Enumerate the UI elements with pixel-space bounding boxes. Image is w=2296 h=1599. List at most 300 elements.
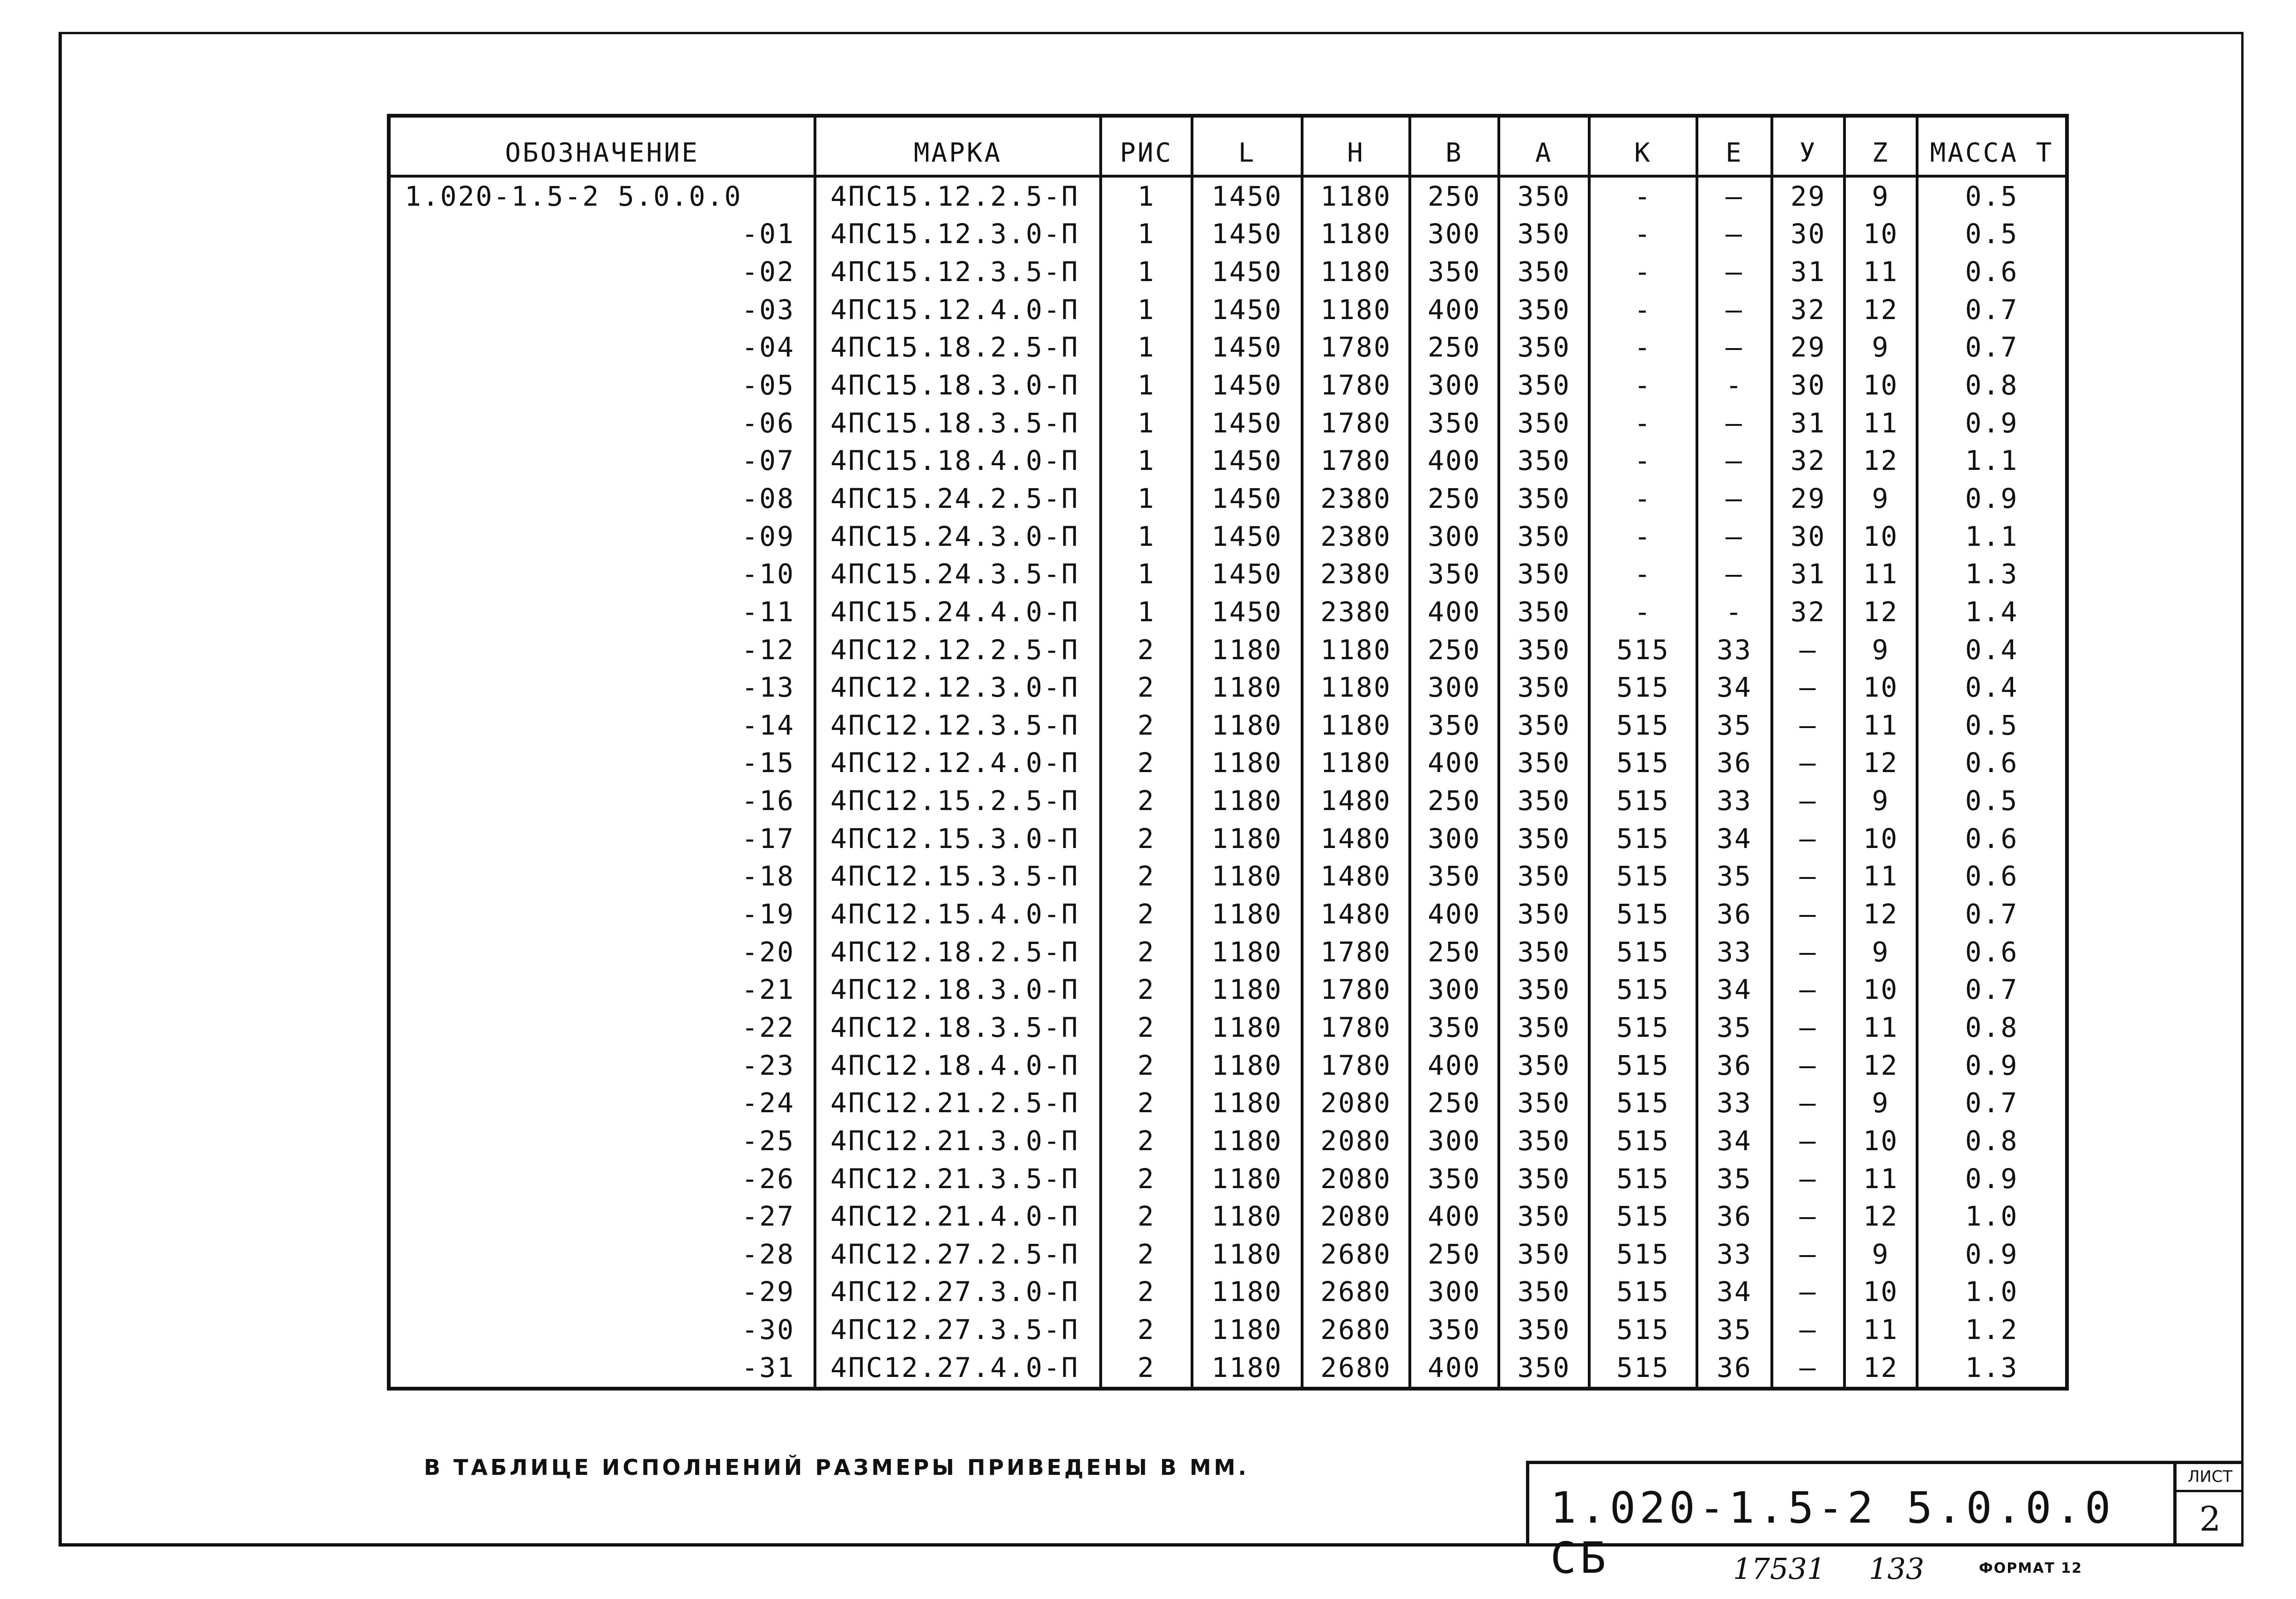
table-cell: 2 <box>1101 933 1192 971</box>
table-cell: 33 <box>1697 1235 1772 1273</box>
table-cell: 350 <box>1499 895 1589 933</box>
table-cell: 4ПС15.12.4.0-П <box>815 291 1101 329</box>
table-cell: 2 <box>1101 1122 1192 1160</box>
table-cell: 4ПС15.12.3.0-П <box>815 216 1101 253</box>
table-cell: -20 <box>741 936 795 968</box>
table-row <box>389 1235 2067 1273</box>
table-row <box>389 744 2067 782</box>
table-cell: 11 <box>1844 404 1917 442</box>
table-cell: 0.6 <box>1917 744 2067 782</box>
table-cell: 31 <box>1772 555 1844 593</box>
table-cell: 515 <box>1589 1235 1697 1273</box>
table-cell: 350 <box>1499 1311 1589 1349</box>
table-cell: 0.7 <box>1917 291 2067 329</box>
table-cell: 1 <box>1101 329 1192 367</box>
table-cell: 0.9 <box>1917 1160 2067 1198</box>
table-cell: 0.6 <box>1917 253 2067 291</box>
table-cell: -31 <box>741 1351 795 1383</box>
table-cell: 32 <box>1772 442 1844 480</box>
table-cell: 1180 <box>1192 1349 1302 1389</box>
table-cell: 12 <box>1844 1349 1917 1389</box>
table-cell: – <box>1772 744 1844 782</box>
column-header: L <box>1192 116 1302 176</box>
table-cell: 4ПС15.24.2.5-П <box>815 480 1101 518</box>
table-cell: 29 <box>1772 480 1844 518</box>
table-cell: 1180 <box>1192 971 1302 1009</box>
table-cell: -10 <box>741 558 795 590</box>
table-row <box>389 253 2067 291</box>
table-cell: 0.5 <box>1917 176 2067 216</box>
table-cell: 1 <box>1101 253 1192 291</box>
table-cell: 36 <box>1697 744 1772 782</box>
table-cell: 34 <box>1697 669 1772 707</box>
table-cell: 34 <box>1697 1122 1772 1160</box>
table-cell: 4ПС15.18.2.5-П <box>815 329 1101 367</box>
table-cell: – <box>1697 480 1772 518</box>
table-cell: - <box>1589 216 1697 253</box>
table-cell: – <box>1697 329 1772 367</box>
table-cell: – <box>1697 176 1772 216</box>
table-cell: 31 <box>1772 253 1844 291</box>
table-cell: 10 <box>1844 518 1917 556</box>
table-cell: -29 <box>741 1276 795 1308</box>
table-cell: 1180 <box>1302 631 1410 669</box>
table-cell: 350 <box>1499 858 1589 896</box>
table-cell: 515 <box>1589 744 1697 782</box>
table-cell: 400 <box>1410 442 1499 480</box>
table-cell: 4ПС12.15.3.0-П <box>815 820 1101 858</box>
column-header: МАРКА <box>815 116 1101 176</box>
table-cell: - <box>1589 253 1697 291</box>
table-cell: 33 <box>1697 933 1772 971</box>
table-cell: 0.9 <box>1917 480 2067 518</box>
table-cell: 1780 <box>1302 933 1410 971</box>
table-cell: – <box>1772 631 1844 669</box>
table-cell: 4ПС12.27.4.0-П <box>815 1349 1101 1389</box>
table-cell: 31 <box>1772 404 1844 442</box>
table-cell: 350 <box>1499 518 1589 556</box>
table-cell: 250 <box>1410 933 1499 971</box>
format-label: ФОРМАТ 12 <box>1979 1560 2082 1577</box>
table-cell: -30 <box>741 1314 795 1346</box>
table-cell: 10 <box>1844 669 1917 707</box>
table-row <box>389 329 2067 367</box>
table-cell: 1180 <box>1192 1235 1302 1273</box>
column-header: A <box>1499 116 1589 176</box>
table-cell: 4ПС12.21.3.5-П <box>815 1160 1101 1198</box>
table-cell: – <box>1772 820 1844 858</box>
table-cell: 1 <box>1101 555 1192 593</box>
table-cell: 10 <box>1844 216 1917 253</box>
table-row <box>389 1047 2067 1085</box>
table-cell: 1 <box>1101 480 1192 518</box>
table-cell: 2380 <box>1302 555 1410 593</box>
table-cell: 0.9 <box>1917 1047 2067 1085</box>
table-row <box>389 858 2067 896</box>
table-cell: 515 <box>1589 707 1697 744</box>
table-cell: – <box>1772 782 1844 820</box>
table-cell: 1180 <box>1192 1084 1302 1122</box>
table-cell: 1450 <box>1192 176 1302 216</box>
table-cell: 34 <box>1697 1273 1772 1311</box>
table-cell: 36 <box>1697 895 1772 933</box>
table-cell: 1780 <box>1302 971 1410 1009</box>
table-row <box>389 669 2067 707</box>
table-cell: 1.1 <box>1917 442 2067 480</box>
table-cell: -23 <box>741 1049 795 1081</box>
table-cell: 4ПС15.12.2.5-П <box>815 176 1101 216</box>
table-cell: 1180 <box>1192 707 1302 744</box>
table-header-row <box>389 116 2067 176</box>
table-cell: 4ПС12.18.3.5-П <box>815 1009 1101 1047</box>
table-cell: 33 <box>1697 1084 1772 1122</box>
table-cell: 1 <box>1101 593 1192 631</box>
table-cell: 400 <box>1410 291 1499 329</box>
table-cell: 10 <box>1844 1122 1917 1160</box>
table-cell: 0.7 <box>1917 1084 2067 1122</box>
table-cell: 1450 <box>1192 216 1302 253</box>
table-cell: 400 <box>1410 744 1499 782</box>
table-cell: 0.8 <box>1917 1122 2067 1160</box>
table-cell: 30 <box>1772 518 1844 556</box>
table-cell: 1.3 <box>1917 1349 2067 1389</box>
table-cell: -24 <box>741 1087 795 1119</box>
table-cell: 4ПС12.12.3.0-П <box>815 669 1101 707</box>
table-cell: 250 <box>1410 1235 1499 1273</box>
table-cell: 2680 <box>1302 1311 1410 1349</box>
table-cell: - <box>1589 593 1697 631</box>
table-cell: 1180 <box>1192 631 1302 669</box>
table-cell: 36 <box>1697 1197 1772 1235</box>
table-cell: -03 <box>741 293 795 326</box>
table-cell: 515 <box>1589 1311 1697 1349</box>
table-cell: 1.0 <box>1917 1197 2067 1235</box>
table-cell: 1.020-1.5-2 5.0.0.0 <box>405 180 742 212</box>
table-row <box>389 933 2067 971</box>
table-row <box>389 1122 2067 1160</box>
table-cell: 1 <box>1101 518 1192 556</box>
table-cell: 0.6 <box>1917 858 2067 896</box>
table-cell: 300 <box>1410 669 1499 707</box>
table-cell: 0.6 <box>1917 820 2067 858</box>
table-cell: -26 <box>741 1162 795 1195</box>
table-cell: - <box>1589 291 1697 329</box>
table-cell: 1180 <box>1192 1311 1302 1349</box>
table-cell: 1780 <box>1302 329 1410 367</box>
table-cell: 515 <box>1589 1197 1697 1235</box>
table-cell: 0.7 <box>1917 971 2067 1009</box>
table-cell: 0.6 <box>1917 933 2067 971</box>
table-cell: 11 <box>1844 555 1917 593</box>
table-cell: – <box>1772 895 1844 933</box>
table-cell: 4ПС12.12.2.5-П <box>815 631 1101 669</box>
table-row <box>389 291 2067 329</box>
table-cell: 1450 <box>1192 404 1302 442</box>
table-cell: 1180 <box>1192 1122 1302 1160</box>
table-cell: 4ПС15.18.3.0-П <box>815 366 1101 404</box>
table-cell: 515 <box>1589 933 1697 971</box>
table-cell: 1180 <box>1192 895 1302 933</box>
table-cell: 4ПС15.18.3.5-П <box>815 404 1101 442</box>
table-cell: 1780 <box>1302 442 1410 480</box>
table-cell: – <box>1697 555 1772 593</box>
table-cell: 350 <box>1499 404 1589 442</box>
table-cell: 1180 <box>1192 1009 1302 1047</box>
table-cell: 400 <box>1410 1197 1499 1235</box>
table-cell: - <box>1697 366 1772 404</box>
table-cell: 1180 <box>1192 1197 1302 1235</box>
table-cell: 12 <box>1844 593 1917 631</box>
table-cell: 1180 <box>1192 933 1302 971</box>
table-cell: 350 <box>1499 933 1589 971</box>
table-cell: 2080 <box>1302 1122 1410 1160</box>
table-cell: 1.4 <box>1917 593 2067 631</box>
table-cell: 4ПС15.24.3.0-П <box>815 518 1101 556</box>
table-cell: - <box>1589 442 1697 480</box>
table-cell: 4ПС12.15.2.5-П <box>815 782 1101 820</box>
table-row <box>389 216 2067 253</box>
table-cell: 1780 <box>1302 366 1410 404</box>
table-cell: -01 <box>741 218 795 250</box>
table-cell: 29 <box>1772 329 1844 367</box>
table-row <box>389 1311 2067 1349</box>
table-cell: 1480 <box>1302 820 1410 858</box>
table-cell: – <box>1772 1273 1844 1311</box>
table-cell: – <box>1772 1084 1844 1122</box>
table-cell: 1180 <box>1302 176 1410 216</box>
table-cell: 30 <box>1772 216 1844 253</box>
table-cell: 1.0 <box>1917 1273 2067 1311</box>
table-cell: 2 <box>1101 820 1192 858</box>
table-cell: - <box>1589 176 1697 216</box>
table-cell: 4ПС12.21.2.5-П <box>815 1084 1101 1122</box>
table-cell: 515 <box>1589 1273 1697 1311</box>
table-cell: - <box>1589 555 1697 593</box>
table-cell: 2 <box>1101 1349 1192 1389</box>
table-cell: 350 <box>1499 707 1589 744</box>
table-cell: -16 <box>741 785 795 817</box>
table-cell: 0.9 <box>1917 1235 2067 1273</box>
table-cell: 11 <box>1844 1160 1917 1198</box>
table-cell: 9 <box>1844 782 1917 820</box>
table-cell: 9 <box>1844 933 1917 971</box>
table-cell: 11 <box>1844 253 1917 291</box>
table-cell: 350 <box>1499 291 1589 329</box>
table-cell: 400 <box>1410 895 1499 933</box>
table-cell: 515 <box>1589 1047 1697 1085</box>
table-row <box>389 1160 2067 1198</box>
table-cell: – <box>1772 971 1844 1009</box>
table-cell: 9 <box>1844 1084 1917 1122</box>
table-cell: 1180 <box>1192 669 1302 707</box>
page-number: 133 <box>1869 1552 1925 1586</box>
table-cell: 350 <box>1499 329 1589 367</box>
table-cell: 1450 <box>1192 253 1302 291</box>
table-cell: 350 <box>1410 1311 1499 1349</box>
table-row <box>389 366 2067 404</box>
table-cell: 1180 <box>1192 1160 1302 1198</box>
table-cell: - <box>1589 404 1697 442</box>
table-row <box>389 1084 2067 1122</box>
table-cell: 2080 <box>1302 1160 1410 1198</box>
table-cell: 300 <box>1410 1273 1499 1311</box>
table-cell: 10 <box>1844 1273 1917 1311</box>
table-cell: 1450 <box>1192 366 1302 404</box>
table-cell: 515 <box>1589 1122 1697 1160</box>
table-cell: 2080 <box>1302 1084 1410 1122</box>
table-cell: – <box>1772 707 1844 744</box>
table-row <box>389 404 2067 442</box>
table-cell: 4ПС15.24.4.0-П <box>815 593 1101 631</box>
table-cell: 1480 <box>1302 782 1410 820</box>
table-row <box>389 1273 2067 1311</box>
table-cell: 2380 <box>1302 518 1410 556</box>
table-cell: 30 <box>1772 366 1844 404</box>
table-cell: 350 <box>1499 1160 1589 1198</box>
table-cell: 12 <box>1844 291 1917 329</box>
table-cell: 350 <box>1499 1349 1589 1389</box>
table-cell: 400 <box>1410 1047 1499 1085</box>
column-header: Z <box>1844 116 1917 176</box>
table-cell: 2 <box>1101 1047 1192 1085</box>
table-cell: 1180 <box>1302 216 1410 253</box>
table-cell: 2680 <box>1302 1349 1410 1389</box>
table-cell: 1180 <box>1302 669 1410 707</box>
table-cell: 250 <box>1410 782 1499 820</box>
table-cell: 35 <box>1697 1009 1772 1047</box>
table-cell: 4ПС12.27.2.5-П <box>815 1235 1101 1273</box>
table-cell: - <box>1589 329 1697 367</box>
table-cell: 1780 <box>1302 1047 1410 1085</box>
table-cell: 350 <box>1499 442 1589 480</box>
table-cell: - <box>1589 518 1697 556</box>
table-cell: 35 <box>1697 1160 1772 1198</box>
column-header: РИС <box>1101 116 1192 176</box>
table-cell: 1480 <box>1302 895 1410 933</box>
table-cell: 350 <box>1499 593 1589 631</box>
table-cell: 4ПС12.27.3.0-П <box>815 1273 1101 1311</box>
table-cell: – <box>1772 1009 1844 1047</box>
table-cell: 515 <box>1589 1349 1697 1389</box>
inventory-number: 17531 <box>1733 1552 1826 1586</box>
table-cell: 1450 <box>1192 442 1302 480</box>
table-cell: 33 <box>1697 631 1772 669</box>
table-cell: 1180 <box>1192 1047 1302 1085</box>
table-cell: – <box>1772 858 1844 896</box>
table-cell: 515 <box>1589 782 1697 820</box>
table-cell: 1180 <box>1302 253 1410 291</box>
table-cell: 350 <box>1499 1235 1589 1273</box>
table-cell: 9 <box>1844 176 1917 216</box>
table-cell: -25 <box>741 1124 795 1157</box>
table-cell: 515 <box>1589 1009 1697 1047</box>
table-cell: 350 <box>1410 1009 1499 1047</box>
column-header: H <box>1302 116 1410 176</box>
table-cell: 350 <box>1499 782 1589 820</box>
table-cell: 35 <box>1697 707 1772 744</box>
table-cell: 300 <box>1410 518 1499 556</box>
table-cell: 11 <box>1844 707 1917 744</box>
table-cell: 0.5 <box>1917 782 2067 820</box>
table-cell: 350 <box>1499 1122 1589 1160</box>
table-cell: 1450 <box>1192 291 1302 329</box>
table-cell: 2 <box>1101 631 1192 669</box>
table-cell: 12 <box>1844 895 1917 933</box>
table-cell: 350 <box>1410 1160 1499 1198</box>
table-cell: – <box>1697 253 1772 291</box>
table-cell: 0.7 <box>1917 329 2067 367</box>
table-row <box>389 555 2067 593</box>
table-cell: 0.4 <box>1917 669 2067 707</box>
table-cell: 4ПС12.18.3.0-П <box>815 971 1101 1009</box>
table-cell: 515 <box>1589 1084 1697 1122</box>
table-cell: 515 <box>1589 858 1697 896</box>
table-cell: 9 <box>1844 329 1917 367</box>
table-cell: 2 <box>1101 1311 1192 1349</box>
table-cell: 1180 <box>1192 858 1302 896</box>
table-cell: 1 <box>1101 291 1192 329</box>
table-cell: 350 <box>1410 707 1499 744</box>
table-cell: -12 <box>741 633 795 666</box>
table-cell: 35 <box>1697 1311 1772 1349</box>
table-cell: 4ПС15.18.4.0-П <box>815 442 1101 480</box>
table-cell: 1 <box>1101 366 1192 404</box>
table-cell: 4ПС12.21.3.0-П <box>815 1122 1101 1160</box>
table-cell: -13 <box>741 671 795 704</box>
table-cell: 2 <box>1101 858 1192 896</box>
table-row <box>389 593 2067 631</box>
table-cell: -15 <box>741 747 795 779</box>
table-cell: -27 <box>741 1200 795 1233</box>
table-row <box>389 176 2067 216</box>
column-header: МАССА Т <box>1917 116 2067 176</box>
table-cell: 350 <box>1499 216 1589 253</box>
table-cell: 515 <box>1589 631 1697 669</box>
table-row <box>389 782 2067 820</box>
table-cell: 2680 <box>1302 1273 1410 1311</box>
table-cell: 300 <box>1410 971 1499 1009</box>
table-cell: 1450 <box>1192 329 1302 367</box>
table-cell: 4ПС15.12.3.5-П <box>815 253 1101 291</box>
table-cell: 400 <box>1410 593 1499 631</box>
table-cell: 0.8 <box>1917 366 2067 404</box>
table-cell: 36 <box>1697 1349 1772 1389</box>
table-cell: – <box>1697 291 1772 329</box>
table-cell: 10 <box>1844 366 1917 404</box>
table-cell: 350 <box>1499 480 1589 518</box>
table-cell: – <box>1697 442 1772 480</box>
table-cell: 350 <box>1410 404 1499 442</box>
table-cell: 300 <box>1410 216 1499 253</box>
table-cell: 9 <box>1844 480 1917 518</box>
table-cell: 1180 <box>1192 820 1302 858</box>
table-cell: 350 <box>1499 1084 1589 1122</box>
table-cell: 350 <box>1499 366 1589 404</box>
table-cell: 0.5 <box>1917 707 2067 744</box>
table-cell: 1 <box>1101 442 1192 480</box>
table-cell: 2380 <box>1302 480 1410 518</box>
table-cell: – <box>1772 1047 1844 1085</box>
table-cell: 2 <box>1101 669 1192 707</box>
table-cell: 0.5 <box>1917 216 2067 253</box>
table-cell: -22 <box>741 1011 795 1043</box>
sheet-box <box>2173 1461 2244 1547</box>
table-cell: 4ПС12.12.4.0-П <box>815 744 1101 782</box>
table-cell: 2 <box>1101 1009 1192 1047</box>
table-cell: 4ПС12.12.3.5-П <box>815 707 1101 744</box>
table-cell: – <box>1697 216 1772 253</box>
table-cell: 515 <box>1589 820 1697 858</box>
